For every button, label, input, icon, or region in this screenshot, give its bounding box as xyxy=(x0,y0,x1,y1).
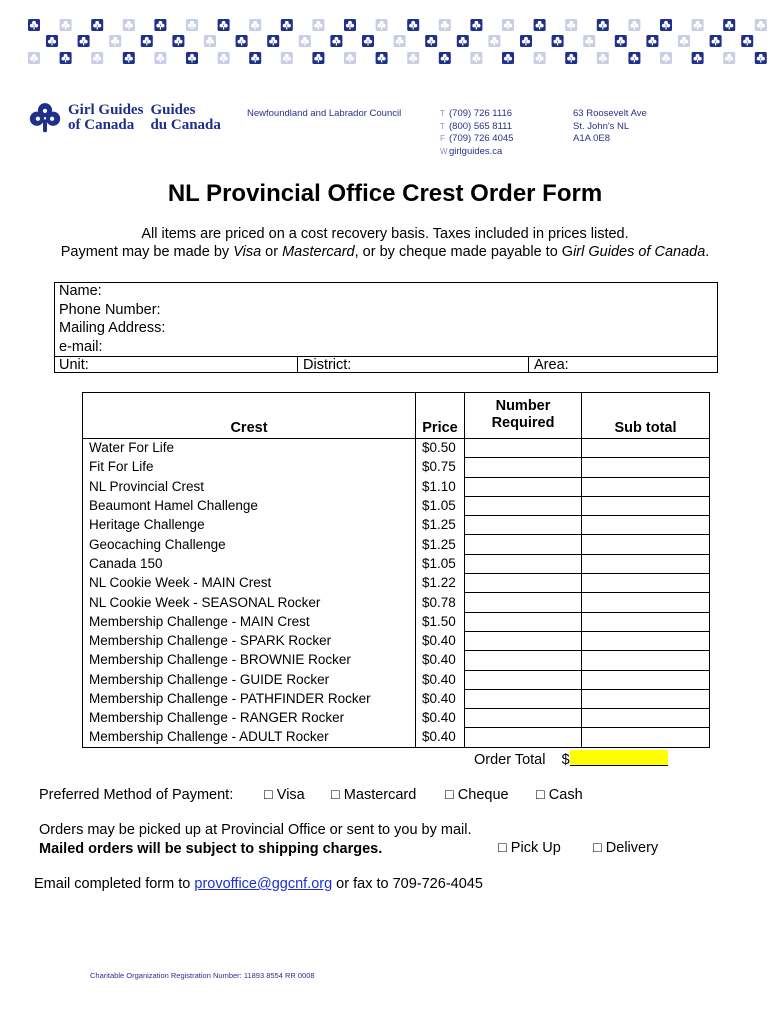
trefoil-icon xyxy=(597,52,609,64)
trefoil-icon xyxy=(565,52,577,64)
number-required-cell[interactable] xyxy=(465,458,582,477)
contact-phone-2: T (800) 565 8111 xyxy=(440,120,513,132)
number-required-cell[interactable] xyxy=(465,516,582,535)
email-field[interactable]: e-mail: xyxy=(59,338,103,355)
table-row xyxy=(83,651,710,670)
header-price: Price xyxy=(416,393,465,439)
table-row xyxy=(83,516,710,535)
unit-district-divider xyxy=(297,356,298,373)
area-field[interactable]: Area: xyxy=(534,356,569,373)
order-total-field[interactable] xyxy=(570,750,668,766)
crest-price: $1.10 xyxy=(416,477,465,496)
table-row xyxy=(83,728,710,747)
subtotal-cell[interactable] xyxy=(582,593,710,612)
checkbox-icon[interactable]: □ xyxy=(536,787,545,803)
subtotal-cell[interactable] xyxy=(582,612,710,631)
trefoil-icon xyxy=(312,52,324,64)
trefoil-icon xyxy=(457,35,469,47)
trefoil-icon xyxy=(502,52,514,64)
trefoil-icon xyxy=(376,19,388,31)
order-total xyxy=(474,750,668,768)
trefoil-icon xyxy=(394,35,406,47)
crest-name: Membership Challenge - PATHFINDER Rocker xyxy=(83,689,416,708)
crest-price: $1.22 xyxy=(416,574,465,593)
trefoil-icon xyxy=(154,19,166,31)
table-row xyxy=(83,535,710,554)
number-required-cell[interactable] xyxy=(465,593,582,612)
trefoil-icon xyxy=(281,52,293,64)
subtotal-cell[interactable] xyxy=(582,631,710,650)
intro-line-1: All items are priced on a cost recovery basis. Taxes included in prices listed. xyxy=(141,226,629,242)
council-name: Newfoundland and Labrador Council xyxy=(247,108,402,119)
table-row xyxy=(83,477,710,496)
crest-price: $0.40 xyxy=(416,651,465,670)
trefoil-icon xyxy=(597,19,609,31)
trefoil-icon xyxy=(123,52,135,64)
crest-price: $1.50 xyxy=(416,612,465,631)
table-row xyxy=(83,458,710,477)
contact-fax: F (709) 726 4045 xyxy=(440,133,514,145)
unit-field[interactable]: Unit: xyxy=(59,356,89,373)
trefoil-icon xyxy=(109,35,121,47)
number-required-cell[interactable] xyxy=(465,670,582,689)
trefoil-icon xyxy=(91,19,103,31)
subtotal-cell[interactable] xyxy=(582,535,710,554)
trefoil-icon xyxy=(267,35,279,47)
trefoil-icon xyxy=(46,35,58,47)
crest-name: Beaumont Hamel Challenge xyxy=(83,496,416,515)
crest-price: $0.40 xyxy=(416,709,465,728)
trefoil-icon xyxy=(299,35,311,47)
crest-name: NL Cookie Week - SEASONAL Rocker xyxy=(83,593,416,612)
crest-price: $0.40 xyxy=(416,689,465,708)
payment-option-cash[interactable]: □ Cash xyxy=(536,787,583,803)
crest-price: $0.40 xyxy=(416,631,465,650)
contact-phone-1: T (709) 726 1116 xyxy=(440,108,513,119)
checkbox-icon[interactable]: □ xyxy=(593,840,602,856)
trefoil-icon xyxy=(692,19,704,31)
trefoil-icon xyxy=(28,19,40,31)
crest-price: $1.05 xyxy=(416,554,465,573)
trefoil-icon xyxy=(172,35,184,47)
table-row xyxy=(83,631,710,650)
trefoil-icon xyxy=(628,19,640,31)
email-instructions: Email completed form to provoffice@ggcnf.org or fax to 709-726-4045 xyxy=(34,876,483,892)
crest-name: Fit For Life xyxy=(83,458,416,477)
crest-name: Water For Life xyxy=(83,439,416,458)
payment-option-mastercard[interactable]: □ Mastercard xyxy=(331,787,417,803)
trefoil-icon xyxy=(565,19,577,31)
logo-line1-en: Girl Guides xyxy=(68,102,144,118)
trefoil-icon xyxy=(520,35,532,47)
header-subtotal: Sub total xyxy=(582,393,710,439)
trefoil-icon xyxy=(186,19,198,31)
trefoil-icon xyxy=(755,52,767,64)
number-required-cell[interactable] xyxy=(465,709,582,728)
crest-name: Membership Challenge - GUIDE Rocker xyxy=(83,670,416,689)
number-required-cell[interactable] xyxy=(465,631,582,650)
number-required-cell[interactable] xyxy=(465,612,582,631)
number-required-cell[interactable] xyxy=(465,535,582,554)
office-address xyxy=(573,108,647,146)
trefoil-icon xyxy=(755,19,767,31)
trefoil-icon xyxy=(678,35,690,47)
subtotal-cell[interactable] xyxy=(582,689,710,708)
header-crest: Crest xyxy=(83,393,416,439)
trefoil-icon xyxy=(710,35,722,47)
name-field[interactable]: Name: xyxy=(59,283,102,299)
order-total-label: Order Total xyxy=(474,752,546,768)
order-total-currency: $ xyxy=(561,752,570,768)
trefoil-icon xyxy=(407,52,419,64)
crest-price: $0.75 xyxy=(416,458,465,477)
subtotal-cell[interactable] xyxy=(582,516,710,535)
trefoil-icon xyxy=(488,35,500,47)
charity-registration: Charitable Organization Registration Number: 11893 8554 RR 0008 xyxy=(90,971,315,980)
address-line-2: St. John's NL xyxy=(573,120,630,132)
crest-name: NL Cookie Week - MAIN Crest xyxy=(83,574,416,593)
logo-line1-fr: Guides xyxy=(150,102,196,118)
trefoil-icon xyxy=(439,52,451,64)
payment-option-visa[interactable]: □ Visa xyxy=(264,787,305,803)
contact-info xyxy=(440,108,513,158)
delivery-option-pickup[interactable]: □ Pick Up xyxy=(498,840,561,856)
trefoil-icon xyxy=(236,35,248,47)
trefoil-icon xyxy=(692,52,704,64)
crest-name: Membership Challenge - BROWNIE Rocker xyxy=(83,651,416,670)
number-required-cell[interactable] xyxy=(465,554,582,573)
table-row xyxy=(83,689,710,708)
trefoil-icon xyxy=(407,19,419,31)
checkbox-icon[interactable]: □ xyxy=(498,840,507,856)
trefoil-icon xyxy=(470,52,482,64)
trefoil-icon xyxy=(249,19,261,31)
pickup-note-line-2: Mailed orders will be subject to shipping charges. xyxy=(39,841,383,857)
trefoil-icon xyxy=(534,52,546,64)
trefoil-pattern-band xyxy=(0,0,770,70)
logo-line2-fr: du Canada xyxy=(150,117,221,133)
trefoil-icon xyxy=(362,35,374,47)
checkbox-icon[interactable]: □ xyxy=(264,787,273,803)
crest-name: Geocaching Challenge xyxy=(83,535,416,554)
crest-name: Membership Challenge - MAIN Crest xyxy=(83,612,416,631)
subtotal-cell[interactable] xyxy=(582,458,710,477)
table-row xyxy=(83,612,710,631)
phone-field[interactable]: Phone Number: xyxy=(59,301,161,318)
number-required-cell[interactable] xyxy=(465,728,582,747)
crest-name: Membership Challenge - ADULT Rocker xyxy=(83,728,416,747)
trefoil-icon xyxy=(123,19,135,31)
trefoil-icon xyxy=(723,19,735,31)
trefoil-icon xyxy=(646,35,658,47)
trefoil-icon xyxy=(552,35,564,47)
crest-price: $1.25 xyxy=(416,535,465,554)
pickup-note-line-1: Orders may be picked up at Provincial Office or sent to you by mail. xyxy=(39,822,472,838)
trefoil-icon xyxy=(470,19,482,31)
logo-line2-en: of Canada xyxy=(68,117,135,133)
trefoil-icon xyxy=(78,35,90,47)
crest-price: $1.25 xyxy=(416,516,465,535)
table-row xyxy=(83,554,710,573)
subtotal-cell[interactable] xyxy=(582,728,710,747)
number-required-cell[interactable] xyxy=(465,439,582,458)
subtotal-cell[interactable] xyxy=(582,670,710,689)
contact-fields-box xyxy=(54,282,718,373)
trefoil-icon xyxy=(723,52,735,64)
contact-web: Wgirlguides.ca xyxy=(440,145,503,157)
trefoil-icon xyxy=(660,52,672,64)
intro-line-2: Payment may be made by Visa or Mastercard, or by cheque made payable to Girl Guides of Canada. xyxy=(60,244,710,260)
mailing-address-field[interactable]: Mailing Address: xyxy=(59,320,166,336)
logo-wordmark xyxy=(68,103,221,133)
table-row xyxy=(83,670,710,689)
number-required-cell[interactable] xyxy=(465,496,582,515)
trefoil-icon xyxy=(741,35,753,47)
trefoil-icon xyxy=(660,19,672,31)
email-link[interactable]: provoffice@ggcnf.org xyxy=(194,876,333,892)
table-row xyxy=(83,496,710,515)
district-area-divider xyxy=(528,356,529,373)
trefoil-icon xyxy=(154,52,166,64)
pickup-note xyxy=(39,821,472,859)
number-required-cell[interactable] xyxy=(465,477,582,496)
trefoil-icon xyxy=(28,52,40,64)
trefoil-icon xyxy=(218,19,230,31)
delivery-option-delivery[interactable]: □ Delivery xyxy=(593,840,659,856)
trefoil-icon xyxy=(249,52,261,64)
district-field[interactable]: District: xyxy=(303,356,352,373)
subtotal-cell[interactable] xyxy=(582,477,710,496)
page-title: NL Provincial Office Crest Order Form xyxy=(167,180,603,207)
trefoil-icon xyxy=(439,19,451,31)
trefoil-icon xyxy=(425,35,437,47)
trefoil-icon xyxy=(615,35,627,47)
trefoil-icon xyxy=(91,52,103,64)
crest-price: $0.78 xyxy=(416,593,465,612)
trefoil-icon xyxy=(502,19,514,31)
table-row xyxy=(83,593,710,612)
table-row xyxy=(83,709,710,728)
crest-price: $0.40 xyxy=(416,670,465,689)
intro-text xyxy=(0,225,770,261)
payment-option-cheque[interactable]: □ Cheque xyxy=(445,787,509,803)
trefoil-icon xyxy=(60,52,72,64)
trefoil-icon xyxy=(628,52,640,64)
checkbox-icon[interactable]: □ xyxy=(445,787,454,803)
trefoil-icon xyxy=(218,52,230,64)
subtotal-cell[interactable] xyxy=(582,574,710,593)
subtotal-cell[interactable] xyxy=(582,496,710,515)
trefoil-icon xyxy=(204,35,216,47)
table-row xyxy=(83,574,710,593)
trefoil-icon xyxy=(376,52,388,64)
crest-name: Membership Challenge - SPARK Rocker xyxy=(83,631,416,650)
payment-label: Preferred Method of Payment: xyxy=(39,787,234,803)
number-required-cell[interactable] xyxy=(465,689,582,708)
address-line-1: 63 Roosevelt Ave xyxy=(573,108,647,119)
crest-price: $1.05 xyxy=(416,496,465,515)
subtotal-cell[interactable] xyxy=(582,651,710,670)
trefoil-icon xyxy=(534,19,546,31)
address-line-3: A1A 0E8 xyxy=(573,133,610,145)
crest-price: $0.40 xyxy=(416,728,465,747)
subtotal-cell[interactable] xyxy=(582,439,710,458)
trefoil-logo-icon xyxy=(28,101,62,135)
trefoil-icon xyxy=(281,19,293,31)
subtotal-cell[interactable] xyxy=(582,554,710,573)
trefoil-icon xyxy=(312,19,324,31)
trefoil-icon xyxy=(583,35,595,47)
trefoil-icon xyxy=(344,19,356,31)
crest-name: Membership Challenge - RANGER Rocker xyxy=(83,709,416,728)
crest-price: $0.50 xyxy=(416,439,465,458)
crest-order-table xyxy=(82,392,710,748)
girl-guides-logo xyxy=(28,101,221,135)
checkbox-icon[interactable]: □ xyxy=(331,787,340,803)
trefoil-icon xyxy=(344,52,356,64)
trefoil-icon xyxy=(186,52,198,64)
number-required-cell[interactable] xyxy=(465,651,582,670)
crest-name: Canada 150 xyxy=(83,554,416,573)
number-required-cell[interactable] xyxy=(465,574,582,593)
trefoil-icon xyxy=(141,35,153,47)
trefoil-icon xyxy=(330,35,342,47)
header-number-required: Number Required xyxy=(465,393,582,439)
table-row xyxy=(83,439,710,458)
trefoil-icon xyxy=(60,19,72,31)
crest-name: NL Provincial Crest xyxy=(83,477,416,496)
crest-name: Heritage Challenge xyxy=(83,516,416,535)
unit-row-divider xyxy=(55,356,717,357)
subtotal-cell[interactable] xyxy=(582,709,710,728)
